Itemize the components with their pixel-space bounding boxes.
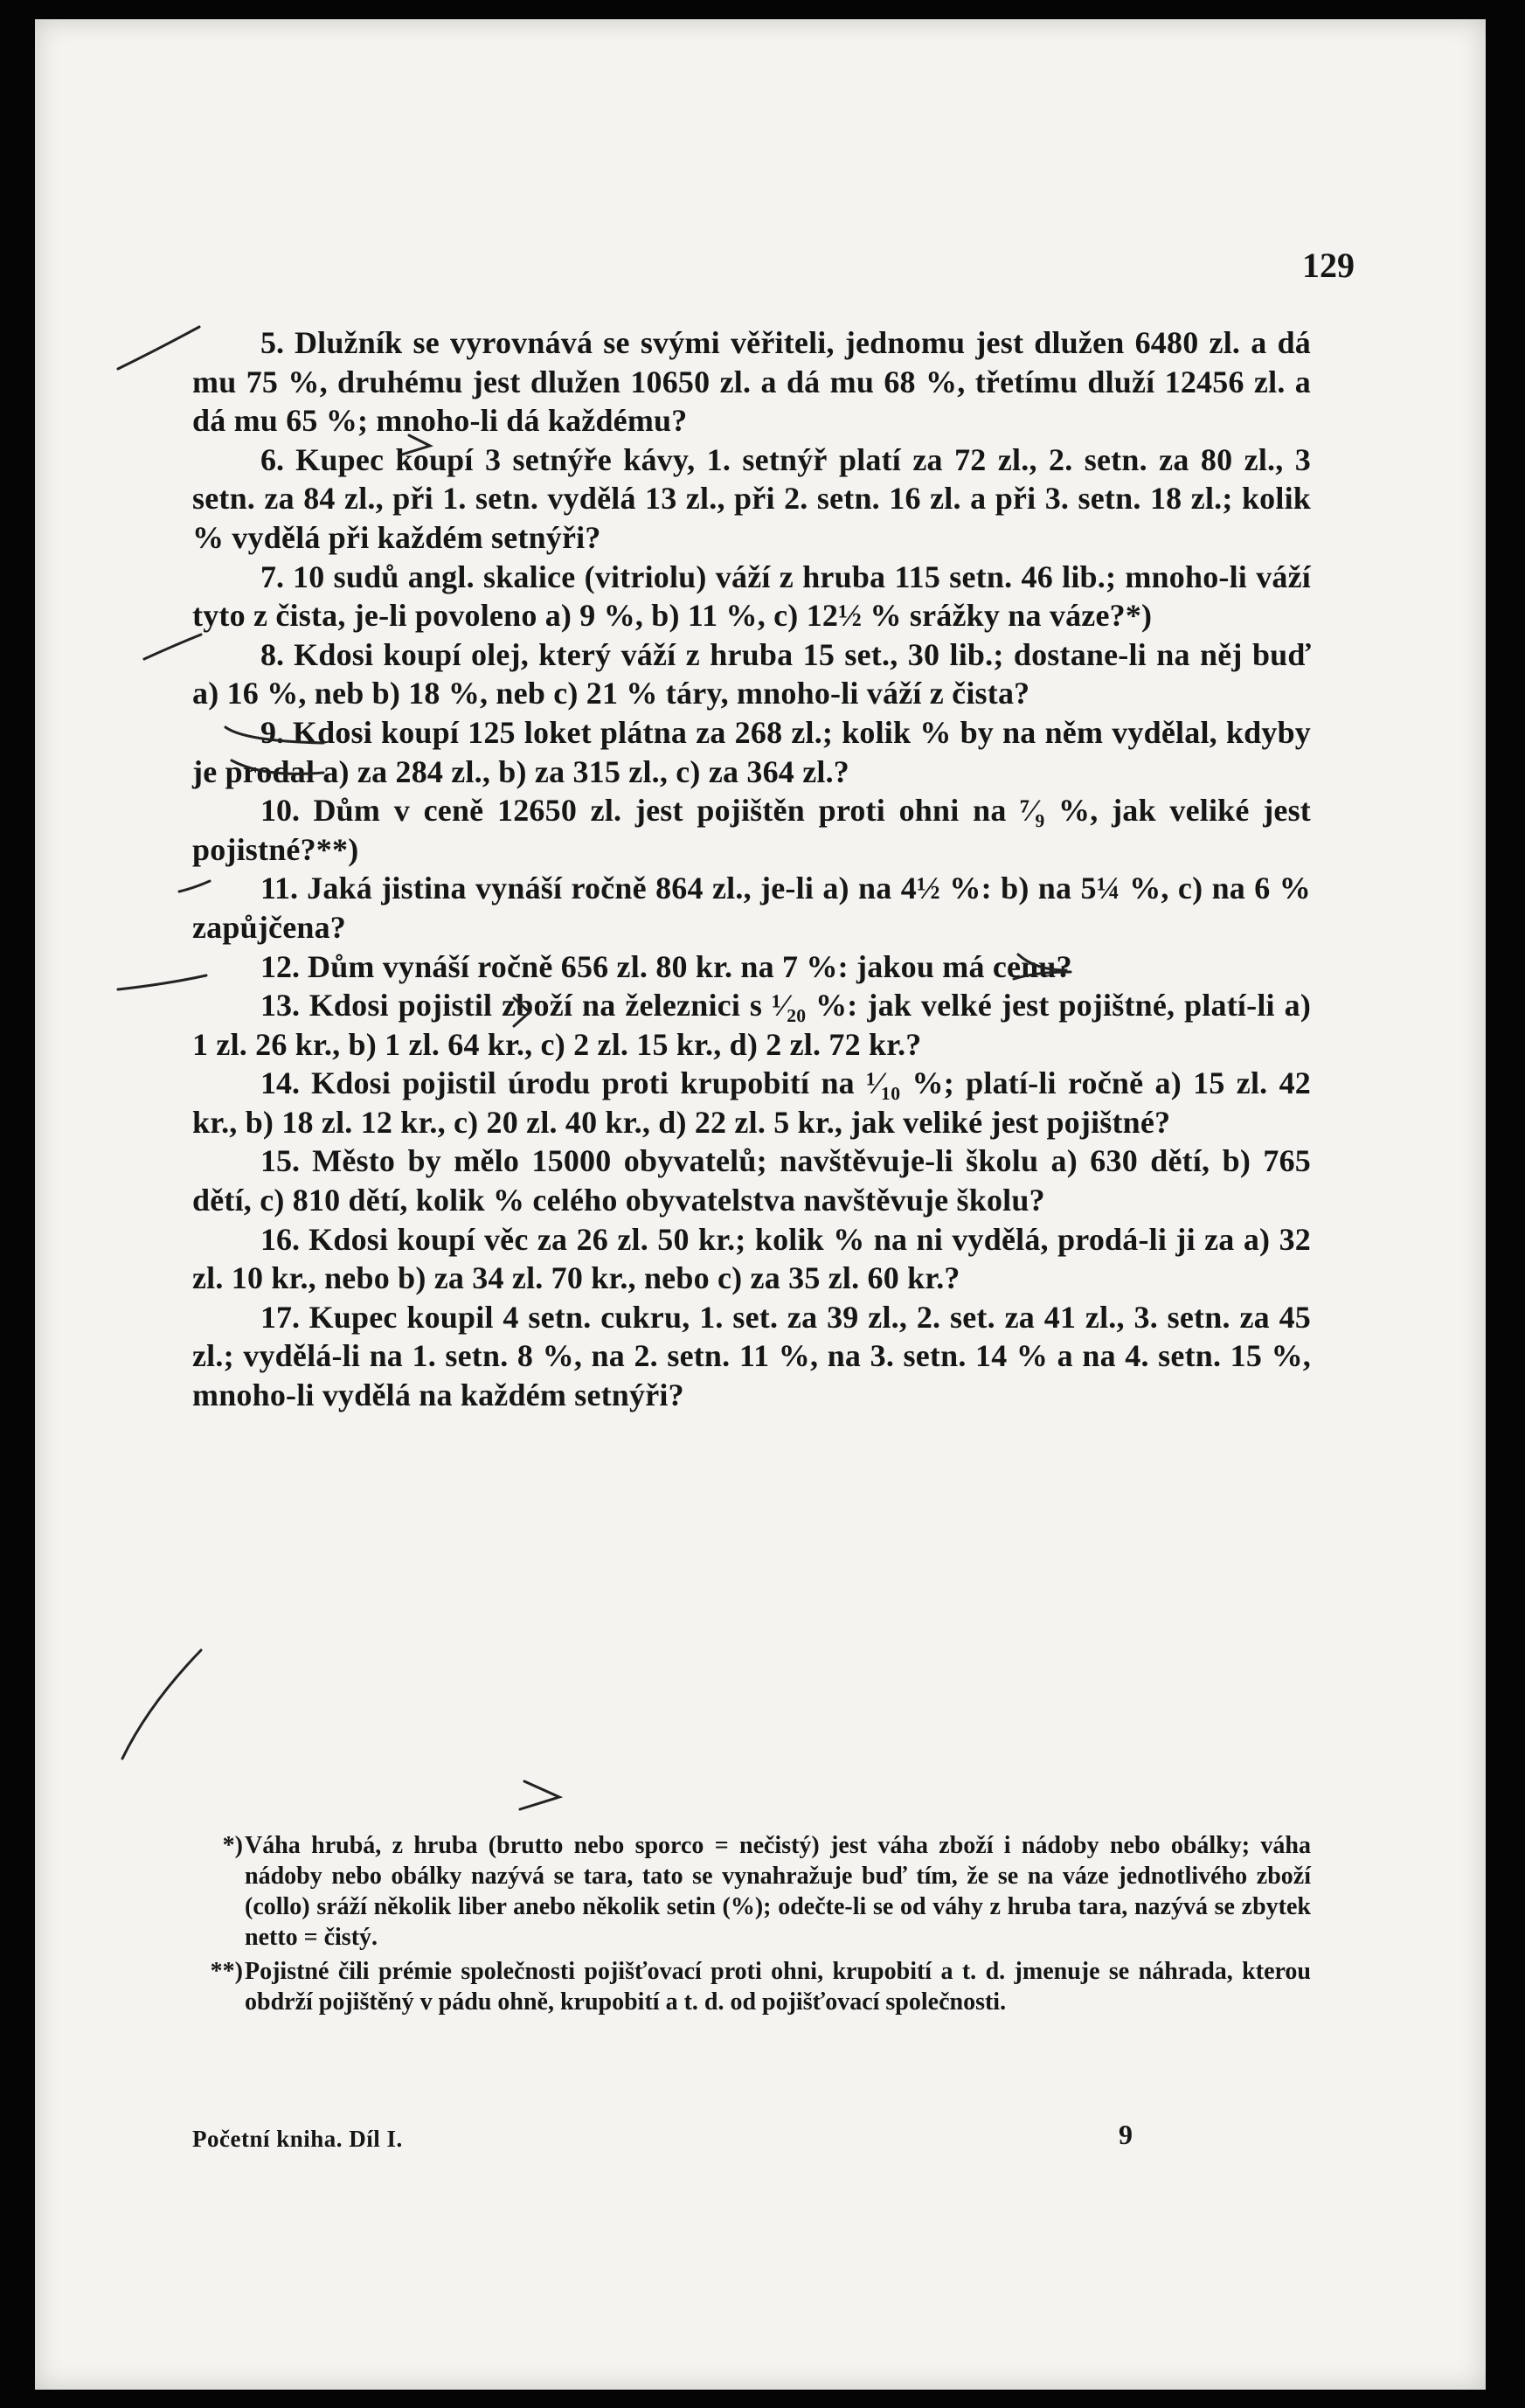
problem-text: Jaká jistina vynáší ročně 864 zl., je-li a) na 4½ %: b) na 5¼ %, c) na 6 % zapůjčena? — [192, 871, 1312, 945]
problem-text: Kdosi pojistil zboží na železnici s ¹⁄₂₀ %: jak velké jest pojištné, platí-li a) 1 zl. 26 kr., b) 1 zl. 64 kr., c) 2 zl. 15 kr., d) 2 zl. 72 kr.? — [192, 988, 1312, 1062]
pencil-circle-9 — [1018, 954, 1066, 970]
pencil-stroke-17 — [122, 1650, 201, 1759]
pencil-stroke-7 — [144, 635, 201, 659]
problem-text: Kupec koupí 3 setnýře kávy, 1. setnýř platí za 72 zl., 2. setn. za 80 zl., 3 setn. za 84 zl., při 1. setn. vydělá 13 zl., při 2. setn. 16 zl. a při 3. setn. 18 zl.; kolik % vydělá při každém setnýři? — [192, 441, 1311, 555]
problem-number: 14. — [260, 1065, 300, 1101]
problem-number: 6. — [260, 441, 284, 477]
problem-text: 10 sudů angl. skalice (vitriolu) váží z hruba 115 setn. 46 lib.; mnoho-li váží tyto z čista, je-li povoleno a) 9 %, b) 11 %, c) 12½ % srážky na váze?*) — [192, 559, 1311, 634]
problem-number: 10. — [260, 793, 300, 829]
footnote-mark: *) — [222, 1832, 243, 1859]
pencil-stroke-9 — [179, 881, 210, 892]
footnote-mark: **) — [210, 1958, 243, 1985]
running-footer-title: Početní kniha. Díl I. — [192, 2126, 403, 2152]
footnote-text: Váha hrubá, z hruba (brutto nebo sporco = nečistý) jest váha zboží i nádoby nebo obálky; váha nádoby nebo obálky nazývá se tara, tato se vynahražuje buď tím, že se na váze jednotlivého zboží (collo) sráží několik liber anebo několik setin (%); odečte-li se od váhy z hruba tara, nazývá se zbytek netto = čistý. — [245, 1832, 1311, 1951]
problem-text: Kupec koupil 4 setn. cukru, 1. set. za 39 zl., 2. set. za 41 zl., 3. setn. za 45 zl.; vydělá-li na 1. setn. 8 %, na 2. setn. 11 %, na 3. setn. 14 % a na 4. setn. 15 %, mnoho-li vydělá na každém setnýři? — [192, 1299, 1312, 1413]
problem-text: Kdosi pojistil úrodu proti krupobití na ¹⁄₁₀ %; platí-li ročně a) 15 zl. 42 kr., b) 18 zl. 12 kr., c) 20 zl. 40 kr., d) 22 zl. 5 kr., jak veliké jest pojištné? — [192, 1065, 1312, 1140]
pencil-marks — [35, 19, 1486, 2390]
pencil-arrow-5 — [402, 435, 430, 455]
problem-number: 16. — [260, 1221, 300, 1257]
problem-text: Kdosi koupí 125 loket plátna za 268 zl.; kolik % by na něm vydělal, kdyby je prodal a) za 284 zl., b) za 315 zl., c) za 364 zl.? — [192, 714, 1312, 789]
problem-number: 5. — [260, 325, 284, 360]
book-page — [35, 19, 1486, 2390]
footnote-text: Pojistné čili prémie společnosti pojišťovací proti ohni, krupobití a t. d. jmenuje se náhrada, kterou obdrží pojištěný v pádu ohně, krupobití a t. d. od pojišťovací společnosti. — [245, 1958, 1311, 2016]
pencil-underline-10 — [1014, 972, 1071, 979]
pencil-underline-7 — [225, 727, 323, 743]
problem-number: 15. — [260, 1143, 300, 1179]
problem-number: 8. — [260, 636, 284, 672]
problem-number: 12. — [260, 948, 300, 984]
problem-number: 17. — [260, 1299, 300, 1335]
page-number: 129 — [1302, 246, 1355, 285]
problem-text: Kdosi koupí věc za 26 zl. 50 kr.; kolik % na ni vydělá, prodá-li ji za a) 32 zl. 10 kr., nebo b) za 34 zl. 70 kr., nebo c) za 35 zl. 60 kr.? — [192, 1221, 1311, 1296]
pencil-arrow-10 — [514, 998, 530, 1026]
problem-number: 9. — [260, 714, 284, 750]
pencil-stroke-5 — [118, 327, 199, 369]
problem-text: Dům v ceně 12650 zl. jest pojištěn proti ohni na ⁷⁄₉ %, jak veliké jest pojistné?**) — [192, 793, 1311, 867]
problem-number: 7. — [260, 559, 284, 594]
problem-text: Dlužník se vyrovnává se svými věřiteli, jednomu jest dlužen 6480 zl. a dá mu 75 %, druhému jest dlužen 10650 zl. a dá mu 68 %, třetímu dluží 12456 zl. a dá mu 65 %; mnoho-li dá každému? — [192, 325, 1311, 439]
signature-mark: 9 — [1119, 2119, 1133, 2150]
pencil-stroke-10 — [118, 975, 206, 989]
pencil-arrow-17 — [520, 1781, 559, 1809]
problem-text: Dům vynáší ročně 656 zl. 80 kr. na 7 %: jakou má cenu? — [308, 948, 1072, 984]
pencil-underline-8 — [232, 760, 323, 774]
problem-number: 11. — [260, 871, 299, 906]
problem-text: Město by mělo 15000 obyvatelů; navštěvuje-li školu a) 630 dětí, b) 765 dětí, c) 810 dětí, kolik % celého obyvatelstva navštěvuje školu? — [192, 1143, 1312, 1218]
problem-text: Kdosi koupí olej, který váží z hruba 15 set., 30 lib.; dostane-li na něj buď a) 16 %, neb b) 18 %, neb c) 21 % táry, mnoho-li váží z čista? — [192, 636, 1311, 711]
problem-number: 13. — [260, 988, 300, 1024]
